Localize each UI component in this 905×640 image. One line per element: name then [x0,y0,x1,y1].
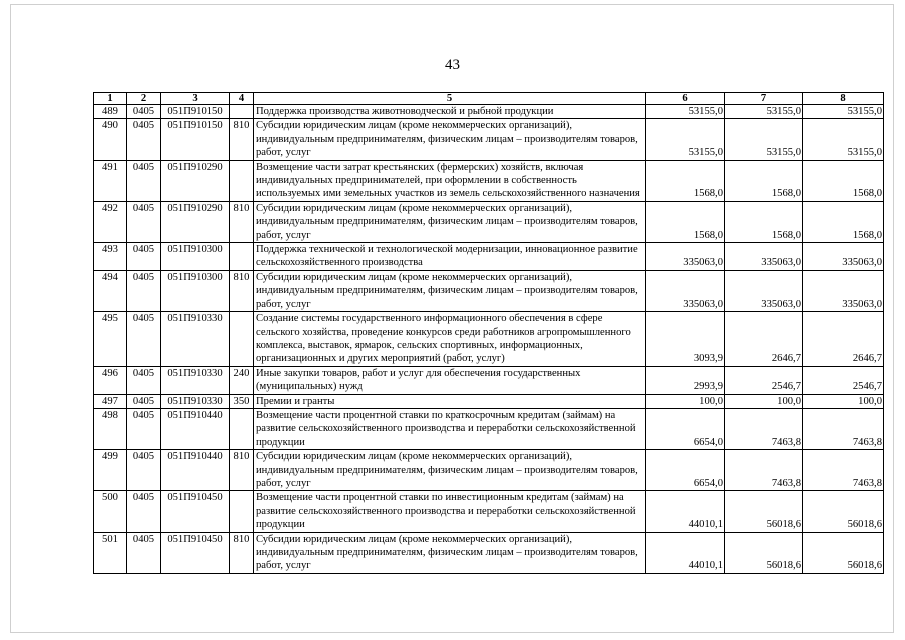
item-name: Создание системы государственного информационного обеспечения в сфере сельского хозяйства, проведение конкурсов среди работников агропромышленного комплекса, выставок, ярмарок, сельских спортивных, информационных, организационных и других мероприятий (работ, услуг) [254,312,646,367]
expense-type-code [230,243,254,271]
target-article-code: 051П910450 [161,532,230,573]
column-header: 3 [161,93,230,105]
expense-type-code: 810 [230,532,254,573]
amount-col8: 2646,7 [803,312,884,367]
amount-col6: 100,0 [646,394,725,408]
table-body [94,105,884,574]
table-row [94,312,884,367]
row-number: 499 [94,450,127,491]
item-name: Субсидии юридическим лицам (кроме некоммерческих организаций), индивидуальным предпринимателям, физическим лицам – производителям товаров, работ, услуг [254,270,646,311]
item-name: Поддержка технической и технологической модернизации, инновационное развитие сельскохозяйственного производства [254,243,646,271]
amount-col8: 1568,0 [803,160,884,201]
amount-col6: 53155,0 [646,105,725,119]
section-code: 0405 [127,243,161,271]
amount-col8: 1568,0 [803,201,884,242]
table-row [94,119,884,160]
amount-col8: 56018,6 [803,491,884,532]
amount-col7: 100,0 [725,394,803,408]
page-number: 43 [445,57,460,73]
expense-type-code [230,491,254,532]
amount-col7: 53155,0 [725,119,803,160]
amount-col6: 1568,0 [646,201,725,242]
expense-type-code: 810 [230,201,254,242]
amount-col7: 53155,0 [725,105,803,119]
section-code: 0405 [127,450,161,491]
amount-col6: 335063,0 [646,243,725,271]
column-header: 7 [725,93,803,105]
target-article-code: 051П910300 [161,270,230,311]
amount-col7: 335063,0 [725,243,803,271]
amount-col6: 44010,1 [646,532,725,573]
amount-col8: 53155,0 [803,119,884,160]
amount-col7: 7463,8 [725,450,803,491]
table-row [94,450,884,491]
expense-type-code [230,160,254,201]
target-article-code: 051П910150 [161,105,230,119]
column-header: 8 [803,93,884,105]
target-article-code: 051П910330 [161,312,230,367]
amount-col6: 335063,0 [646,270,725,311]
target-article-code: 051П910330 [161,394,230,408]
row-number: 501 [94,532,127,573]
amount-col6: 6654,0 [646,408,725,449]
item-name: Субсидии юридическим лицам (кроме некоммерческих организаций), индивидуальным предпринимателям, физическим лицам – производителям товаров, работ, услуг [254,201,646,242]
table-row [94,408,884,449]
section-code: 0405 [127,491,161,532]
target-article-code: 051П910440 [161,408,230,449]
target-article-code: 051П910290 [161,160,230,201]
amount-col7: 7463,8 [725,408,803,449]
row-number: 496 [94,366,127,394]
row-number: 500 [94,491,127,532]
amount-col6: 6654,0 [646,450,725,491]
amount-col7: 2546,7 [725,366,803,394]
amount-col7: 1568,0 [725,160,803,201]
row-number: 491 [94,160,127,201]
item-name: Возмещение части процентной ставки по инвестиционным кредитам (займам) на развитие сельскохозяйственного производства и переработки сельскохозяйственной продукции [254,491,646,532]
amount-col8: 100,0 [803,394,884,408]
section-code: 0405 [127,312,161,367]
amount-col7: 1568,0 [725,201,803,242]
item-name: Возмещение части затрат крестьянских (фермерских) хозяйств, включая индивидуальных предпринимателей, при оформлении в собственность используемых ими земельных участков из земель сельскохозяйственного назначения [254,160,646,201]
column-header: 4 [230,93,254,105]
item-name: Субсидии юридическим лицам (кроме некоммерческих организаций), индивидуальным предпринимателям, физическим лицам – производителям товаров, работ, услуг [254,119,646,160]
table-row [94,160,884,201]
amount-col7: 56018,6 [725,491,803,532]
expense-type-code [230,312,254,367]
expense-type-code [230,105,254,119]
amount-col8: 7463,8 [803,408,884,449]
section-code: 0405 [127,394,161,408]
column-header: 5 [254,93,646,105]
table-row [94,243,884,271]
table-row [94,366,884,394]
table-row [94,270,884,311]
amount-col6: 2993,9 [646,366,725,394]
amount-col8: 2546,7 [803,366,884,394]
item-name: Поддержка производства животноводческой и рыбной продукции [254,105,646,119]
row-number: 495 [94,312,127,367]
item-name: Возмещение части процентной ставки по краткосрочным кредитам (займам) на развитие сельскохозяйственного производства и переработки сельскохозяйственной продукции [254,408,646,449]
section-code: 0405 [127,270,161,311]
table-row [94,201,884,242]
amount-col8: 335063,0 [803,243,884,271]
amount-col7: 335063,0 [725,270,803,311]
section-code: 0405 [127,201,161,242]
section-code: 0405 [127,119,161,160]
amount-col8: 53155,0 [803,105,884,119]
section-code: 0405 [127,366,161,394]
table-header-row [94,93,884,105]
row-number: 492 [94,201,127,242]
row-number: 498 [94,408,127,449]
target-article-code: 051П910330 [161,366,230,394]
item-name: Иные закупки товаров, работ и услуг для обеспечения государственных (муниципальных) нужд [254,366,646,394]
expense-type-code: 240 [230,366,254,394]
expense-type-code: 810 [230,270,254,311]
amount-col6: 53155,0 [646,119,725,160]
amount-col8: 7463,8 [803,450,884,491]
expense-type-code: 810 [230,119,254,160]
section-code: 0405 [127,105,161,119]
column-header: 6 [646,93,725,105]
table-row [94,105,884,119]
target-article-code: 051П910300 [161,243,230,271]
amount-col6: 3093,9 [646,312,725,367]
item-name: Премии и гранты [254,394,646,408]
amount-col6: 1568,0 [646,160,725,201]
item-name: Субсидии юридическим лицам (кроме некоммерческих организаций), индивидуальным предпринимателям, физическим лицам – производителям товаров, работ, услуг [254,532,646,573]
column-header: 1 [94,93,127,105]
expense-type-code: 350 [230,394,254,408]
amount-col8: 56018,6 [803,532,884,573]
target-article-code: 051П910450 [161,491,230,532]
table-row [94,394,884,408]
target-article-code: 051П910290 [161,201,230,242]
table-row [94,532,884,573]
row-number: 497 [94,394,127,408]
amount-col8: 335063,0 [803,270,884,311]
item-name: Субсидии юридическим лицам (кроме некоммерческих организаций), индивидуальным предпринимателям, физическим лицам – производителям товаров, работ, услуг [254,450,646,491]
row-number: 489 [94,105,127,119]
target-article-code: 051П910440 [161,450,230,491]
row-number: 493 [94,243,127,271]
amount-col6: 44010,1 [646,491,725,532]
target-article-code: 051П910150 [161,119,230,160]
table-row [94,491,884,532]
section-code: 0405 [127,408,161,449]
amount-col7: 2646,7 [725,312,803,367]
row-number: 490 [94,119,127,160]
budget-table [93,92,884,574]
row-number: 494 [94,270,127,311]
expense-type-code: 810 [230,450,254,491]
column-header: 2 [127,93,161,105]
expense-type-code [230,408,254,449]
section-code: 0405 [127,160,161,201]
amount-col7: 56018,6 [725,532,803,573]
section-code: 0405 [127,532,161,573]
